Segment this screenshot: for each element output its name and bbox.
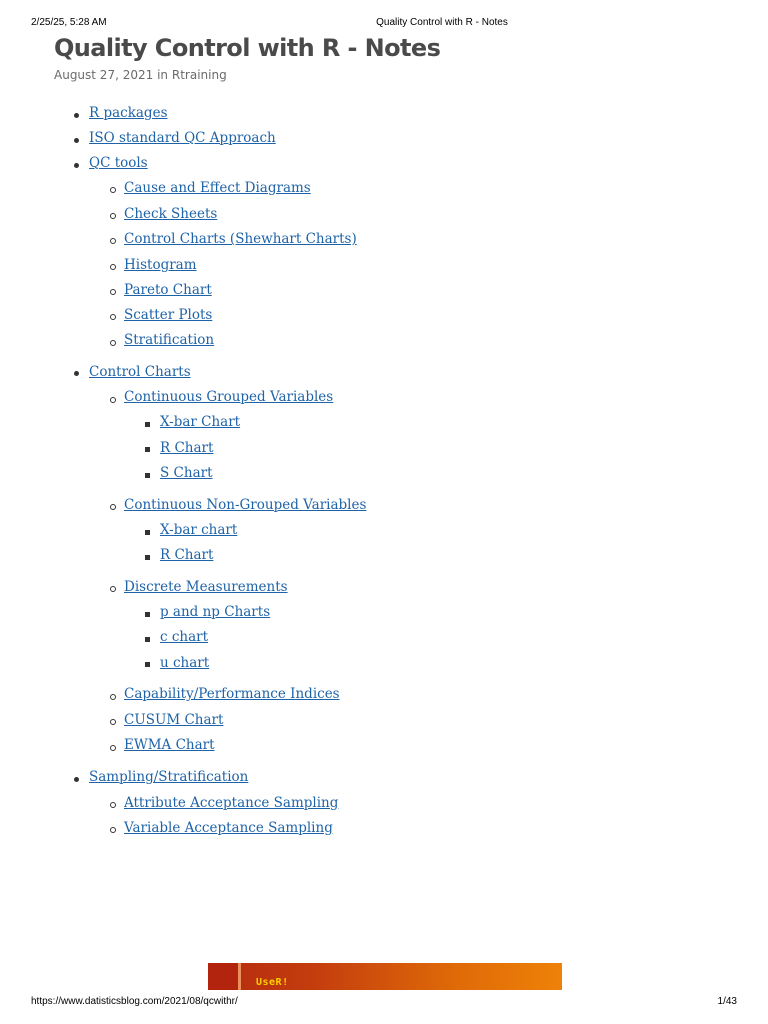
toc-link-capability[interactable]: Capability/Performance Indices	[124, 686, 340, 702]
toc-link-iso-standard[interactable]: ISO standard QC Approach	[89, 130, 276, 146]
bullet-square	[145, 530, 150, 535]
toc-link-sampling[interactable]: Sampling/Stratification	[89, 769, 249, 785]
bullet-circle	[110, 827, 116, 833]
toc-link-continuous-non-grouped[interactable]: Continuous Non-Grouped Variables	[124, 497, 367, 513]
page-title: Quality Control with R - Notes	[54, 34, 441, 62]
toc-link-check-sheets[interactable]: Check Sheets	[124, 206, 218, 222]
bullet-circle	[110, 289, 116, 295]
print-footer	[0, 996, 768, 1010]
toc-link-scatter[interactable]: Scatter Plots	[124, 307, 213, 323]
bullet-disc	[74, 163, 79, 168]
toc-link-variable-acceptance[interactable]: Variable Acceptance Sampling	[124, 820, 333, 836]
bullet-circle	[110, 187, 116, 193]
toc-link-r-chart[interactable]: R Chart	[160, 440, 214, 456]
bullet-square	[145, 662, 150, 667]
toc-link-xbar-chart[interactable]: X-bar Chart	[160, 414, 241, 430]
page-number: 1/43	[717, 996, 737, 1007]
bullet-square	[145, 612, 150, 617]
bullet-square	[145, 447, 150, 452]
toc-link-cause-effect[interactable]: Cause and Effect Diagrams	[124, 180, 311, 196]
bullet-circle	[110, 213, 116, 219]
bullet-disc	[74, 113, 79, 118]
bullet-circle	[110, 397, 116, 403]
bullet-disc	[74, 777, 79, 782]
toc-link-p-np-charts[interactable]: p and np Charts	[160, 604, 271, 620]
print-header	[0, 17, 768, 31]
toc-link-control-charts-shewhart[interactable]: Control Charts (Shewhart Charts)	[124, 231, 357, 247]
toc-link-continuous-grouped[interactable]: Continuous Grouped Variables	[124, 389, 334, 405]
bullet-circle	[110, 314, 116, 320]
banner-stripe	[238, 963, 241, 990]
toc-link-cusum[interactable]: CUSUM Chart	[124, 712, 224, 728]
toc-link-r-chart-ng[interactable]: R Chart	[160, 547, 214, 563]
toc-link-s-chart[interactable]: S Chart	[160, 465, 213, 481]
bullet-circle	[110, 586, 116, 592]
toc-link-attribute-acceptance[interactable]: Attribute Acceptance Sampling	[124, 795, 339, 811]
toc-link-u-chart[interactable]: u chart	[160, 655, 210, 671]
print-title: Quality Control with R - Notes	[376, 17, 508, 28]
banner-image	[208, 963, 562, 990]
toc-link-r-packages[interactable]: R packages	[89, 105, 168, 121]
bullet-circle	[110, 238, 116, 244]
bullet-disc	[74, 371, 79, 376]
bullet-square	[145, 637, 150, 642]
post-in-word: in	[157, 68, 169, 82]
toc-link-histogram[interactable]: Histogram	[124, 257, 197, 273]
toc-link-ewma[interactable]: EWMA Chart	[124, 737, 215, 753]
bullet-circle	[110, 802, 116, 808]
toc-link-xbar-chart-ng[interactable]: X-bar chart	[160, 522, 238, 538]
toc-link-qc-tools[interactable]: QC tools	[89, 155, 148, 171]
post-date: August 27, 2021	[54, 68, 154, 82]
bullet-square	[145, 473, 150, 478]
bullet-circle	[110, 264, 116, 270]
bullet-circle	[110, 745, 116, 751]
print-datetime: 2/25/25, 5:28 AM	[31, 17, 107, 28]
toc-link-stratification[interactable]: Stratification	[124, 332, 215, 348]
toc-link-c-chart[interactable]: c chart	[160, 629, 209, 645]
toc-link-discrete[interactable]: Discrete Measurements	[124, 579, 288, 595]
bullet-circle	[110, 340, 116, 346]
post-category-link[interactable]: Rtraining	[171, 68, 227, 82]
toc-link-control-charts[interactable]: Control Charts	[89, 364, 191, 380]
bullet-square	[145, 422, 150, 427]
bullet-disc	[74, 138, 79, 143]
banner-logo-text: UseR!	[256, 977, 289, 988]
banner-stripe	[208, 963, 238, 990]
print-url: https://www.datisticsblog.com/2021/08/qcwithr/	[31, 996, 238, 1007]
bullet-circle	[110, 719, 116, 725]
bullet-square	[145, 555, 150, 560]
post-meta	[54, 68, 227, 82]
bullet-circle	[110, 504, 116, 510]
toc-link-pareto[interactable]: Pareto Chart	[124, 282, 212, 298]
bullet-circle	[110, 694, 116, 700]
